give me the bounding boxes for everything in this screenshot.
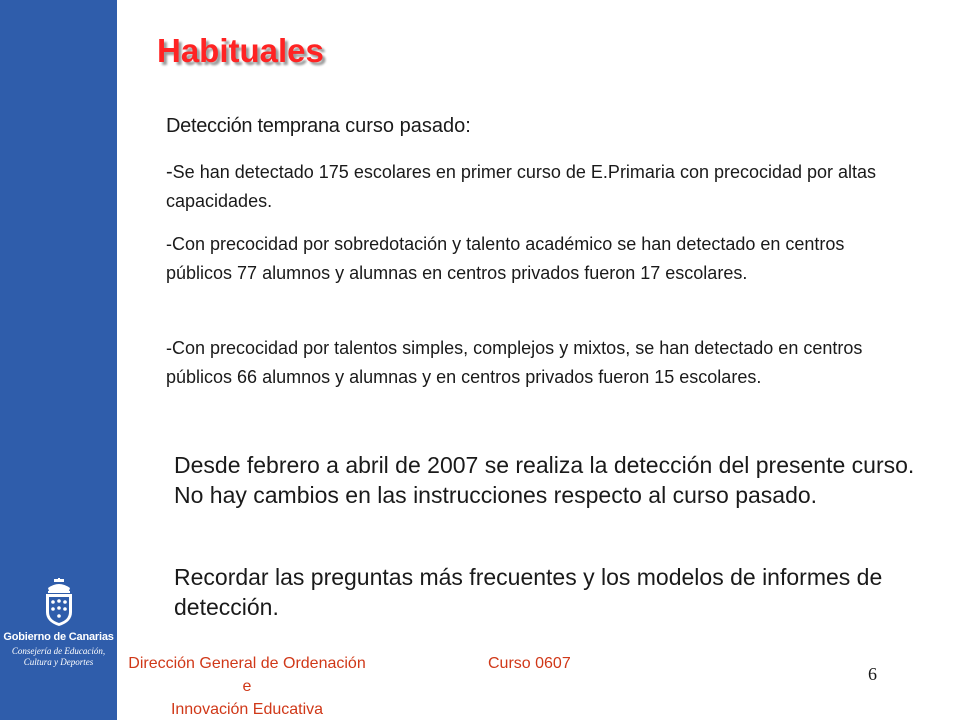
- logo-org-name: Gobierno de Canarias: [3, 631, 114, 643]
- paragraph-3: -Con precocidad por talentos simples, complejos y mixtos, se han detectado en centros públicos 66 alumnos y alumnas y en centros privados fueron 15 escolares.: [166, 338, 863, 387]
- logo-dept-name: [0, 646, 117, 668]
- footer-course: Curso 0607: [488, 655, 571, 672]
- logo-dept-line-2: Cultura y Deportes: [23, 657, 94, 667]
- subheading-strong: Detección temprana: [166, 115, 340, 137]
- coat-of-arms-icon: [39, 578, 79, 628]
- government-logo: [0, 578, 117, 688]
- paragraph-1: [166, 158, 886, 216]
- footer-org-line-2: Innovación Educativa: [170, 701, 324, 718]
- sidebar-band: [0, 0, 117, 720]
- subheading-rest: curso pasado:: [339, 115, 471, 137]
- body-paragraph-2: Recordar las preguntas más frecuentes y los modelos de informes de detección.: [174, 564, 883, 620]
- footer-organization: [127, 652, 367, 721]
- footer-org-line-1: Dirección General de Ordenación e: [128, 655, 366, 695]
- paragraph-2: -Con precocidad por sobredotación y talento académico se han detectado en centros públicos 77 alumnos y alumnas en centros privados fueron 17 escolares.: [166, 234, 845, 283]
- body-paragraph-1: Desde febrero a abril de 2007 se realiza la detección del presente curso. No hay cambios en las instrucciones respecto al curso pasado.: [174, 452, 915, 508]
- logo-dept-line-1: Consejería de Educación,: [11, 646, 106, 656]
- subheading: [166, 115, 471, 138]
- paragraph-1-bullet: -: [166, 161, 173, 183]
- paragraph-1-text: Se han detectado 175 escolares en primer curso de E.Primaria con precocidad por altas capacidades.: [166, 162, 877, 211]
- slide-title: Habituales: [157, 32, 324, 69]
- page-number: 6: [868, 664, 877, 684]
